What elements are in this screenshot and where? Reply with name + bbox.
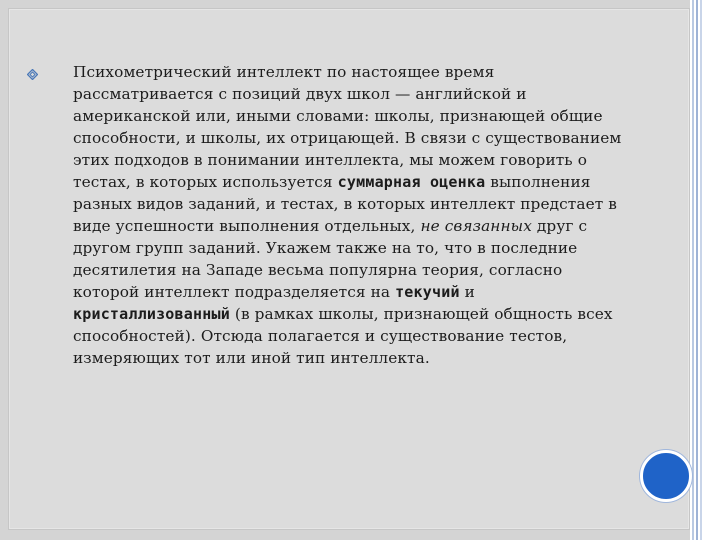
text-segment: Психометрический интеллект по настоящее время рассматривается с позиций двух школ — английской и американской или, иными словами: школы, признающей общие способности, и школы, их отрицающей. В связи с существованием этих подходов в понимании интеллекта, мы можем говорить о тестах, в которых используется xyxy=(73,63,622,191)
slide-panel xyxy=(8,8,690,530)
text-segment-italic: не связанных xyxy=(420,217,532,235)
slide-body-text xyxy=(73,61,633,369)
text-segment: и xyxy=(459,283,475,301)
text-segment: (в рамках школы, признающей общность всех способностей). Отсюда полагается и существование тестов, измеряющих тот или иной тип интеллекта. xyxy=(73,305,613,367)
text-segment: друг с другом групп заданий. Укажем также на то, что в последние десятилетия на Западе весьма популярна теория, согласно которой интеллект подразделяется на xyxy=(73,217,588,301)
decorative-right-stripe xyxy=(690,0,720,540)
hollow-diamond-bullet-icon xyxy=(27,69,38,80)
text-segment-bold: кристаллизованный xyxy=(73,305,230,323)
text-segment-bold: суммарная оценка xyxy=(337,173,486,191)
blue-circle-decoration-icon xyxy=(640,450,692,502)
text-segment: выполнения разных видов заданий, и тестах, в которых интеллект предстает в виде успешности выполнения отдельных, xyxy=(73,173,617,235)
text-segment-bold: текучий xyxy=(395,283,460,301)
